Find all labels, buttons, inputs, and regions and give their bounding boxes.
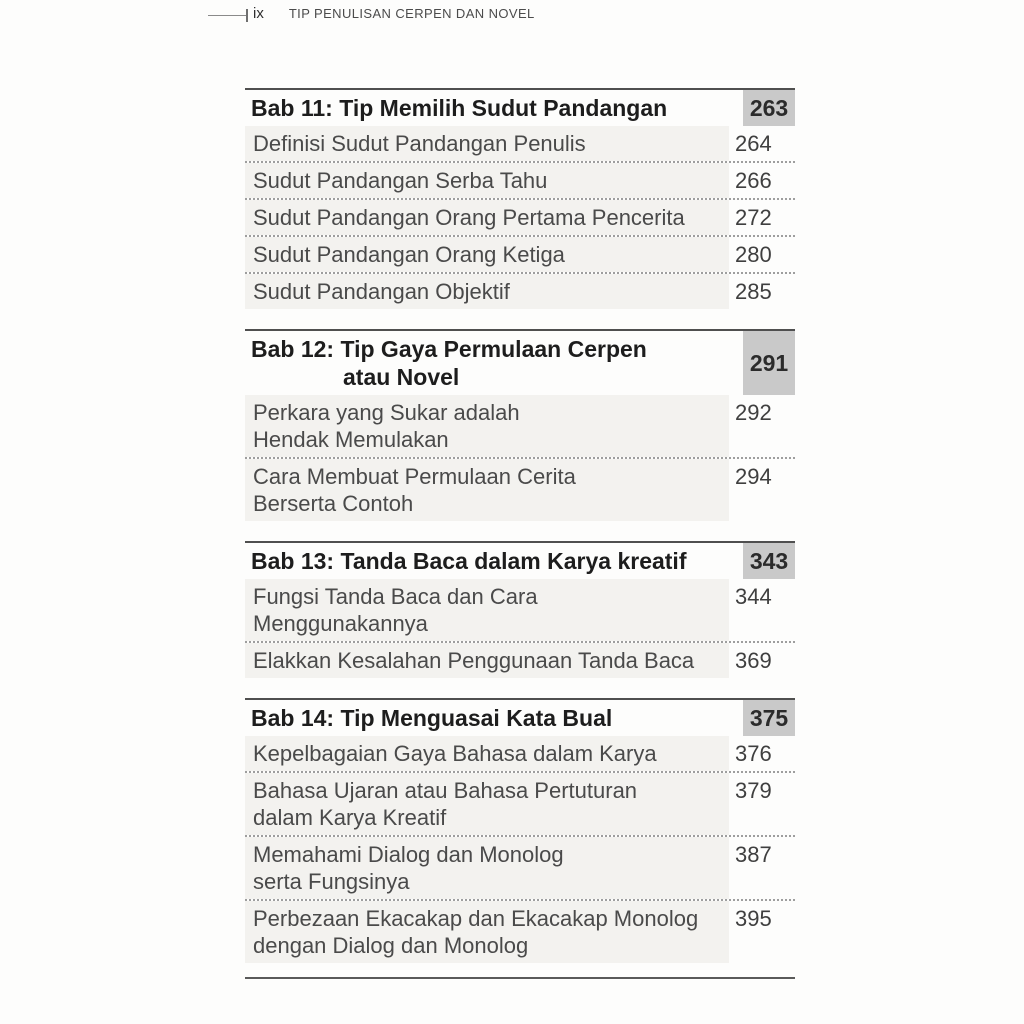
toc-item-row	[245, 274, 795, 309]
toc-item-page: 387	[735, 842, 772, 867]
toc-item-line: Sudut Pandangan Orang Pertama Pencerita	[253, 205, 685, 230]
toc-section-bab-11	[245, 88, 795, 309]
table-of-contents	[245, 88, 795, 979]
toc-item-title	[245, 200, 729, 235]
toc-item-row	[245, 200, 795, 237]
chapter-title	[245, 331, 743, 395]
toc-item-row	[245, 773, 795, 837]
toc-item-page: 280	[735, 242, 772, 267]
chapter-title	[245, 700, 743, 736]
toc-item-line: Perkara yang Sukar adalah	[253, 400, 520, 425]
toc-item-title	[245, 459, 729, 521]
chapter-row	[245, 700, 795, 736]
toc-item-page: 395	[735, 906, 772, 931]
toc-item-page: 285	[735, 279, 772, 304]
toc-item-title	[245, 126, 729, 161]
toc-item-title	[245, 643, 729, 678]
toc-item-page: 294	[735, 464, 772, 489]
margin-rule-ornament	[208, 6, 248, 22]
running-title: TIP PENULISAN CERPEN DAN NOVEL	[288, 6, 535, 21]
chapter-title-line: Bab 13: Tanda Baca dalam Karya kreatif	[251, 548, 687, 574]
toc-item-line: Bahasa Ujaran atau Bahasa Pertuturan	[253, 778, 638, 803]
toc-item-row	[245, 579, 795, 643]
toc-item-title	[245, 163, 729, 198]
toc-item-line: Sudut Pandangan Orang Ketiga	[253, 242, 565, 267]
toc-item-line: Definisi Sudut Pandangan Penulis	[253, 131, 586, 156]
toc-section-bab-14	[245, 698, 795, 963]
toc-item-title	[245, 773, 729, 835]
toc-item-title	[245, 837, 729, 899]
toc-item-line: Sudut Pandangan Serba Tahu	[253, 168, 548, 193]
toc-item-page: 379	[735, 778, 772, 803]
toc-item-line: Memahami Dialog dan Monolog	[253, 842, 564, 867]
toc-item-title	[245, 237, 729, 272]
toc-item-title	[245, 901, 729, 963]
toc-item-line: Fungsi Tanda Baca dan Cara	[253, 584, 538, 609]
toc-item-row	[245, 459, 795, 521]
toc-item-line: Berserta Contoh	[253, 491, 414, 516]
toc-item-page: 264	[735, 131, 772, 156]
chapter-title	[245, 90, 743, 126]
toc-section-bab-12	[245, 329, 795, 521]
toc-item-line: Sudut Pandangan Objektif	[253, 279, 510, 304]
toc-item-line: Menggunakannya	[253, 611, 428, 636]
ornament-line	[208, 15, 248, 16]
chapter-title	[245, 543, 743, 579]
toc-item-row	[245, 736, 795, 773]
chapter-page-badge: 343	[743, 543, 795, 579]
chapter-title-line: atau Novel	[343, 364, 460, 390]
toc-item-page: 369	[735, 648, 772, 673]
toc-item-row	[245, 395, 795, 459]
chapter-row	[245, 543, 795, 579]
chapter-row	[245, 331, 795, 395]
chapter-title-line: Bab 12: Tip Gaya Permulaan Cerpen	[251, 336, 647, 362]
toc-section-bab-13	[245, 541, 795, 678]
toc-item-title	[245, 736, 729, 771]
toc-item-page: 266	[735, 168, 772, 193]
toc-item-page: 376	[735, 741, 772, 766]
toc-item-row	[245, 643, 795, 678]
toc-item-title	[245, 579, 729, 641]
toc-item-line: serta Fungsinya	[253, 869, 410, 894]
page-header	[208, 6, 535, 22]
toc-item-page: 292	[735, 400, 772, 425]
toc-item-row	[245, 237, 795, 274]
toc-item-line: Elakkan Kesalahan Penggunaan Tanda Baca	[253, 648, 695, 673]
toc-item-line: Hendak Memulakan	[253, 427, 449, 452]
toc-item-title	[245, 395, 729, 457]
chapter-title-line: Bab 14: Tip Menguasai Kata Bual	[251, 705, 613, 731]
chapter-row	[245, 90, 795, 126]
toc-item-line: Perbezaan Ekacakap dan Ekacakap Monolog	[253, 906, 699, 931]
toc-item-line: Kepelbagaian Gaya Bahasa dalam Karya	[253, 741, 657, 766]
toc-item-title	[245, 274, 729, 309]
footer-rule	[245, 977, 795, 979]
toc-item-row	[245, 126, 795, 163]
toc-item-line: dengan Dialog dan Monolog	[253, 933, 529, 958]
chapter-page-badge: 291	[743, 331, 795, 395]
ornament-tick	[246, 9, 248, 22]
toc-item-row	[245, 837, 795, 901]
toc-item-page: 344	[735, 584, 772, 609]
chapter-page-badge: 263	[743, 90, 795, 126]
toc-item-row	[245, 901, 795, 963]
toc-item-row	[245, 163, 795, 200]
page-number: ix	[253, 5, 264, 22]
toc-item-page: 272	[735, 205, 772, 230]
chapter-title-line: Bab 11: Tip Memilih Sudut Pandangan	[251, 95, 668, 121]
toc-item-line: dalam Karya Kreatif	[253, 805, 447, 830]
chapter-page-badge: 375	[743, 700, 795, 736]
toc-item-line: Cara Membuat Permulaan Cerita	[253, 464, 576, 489]
